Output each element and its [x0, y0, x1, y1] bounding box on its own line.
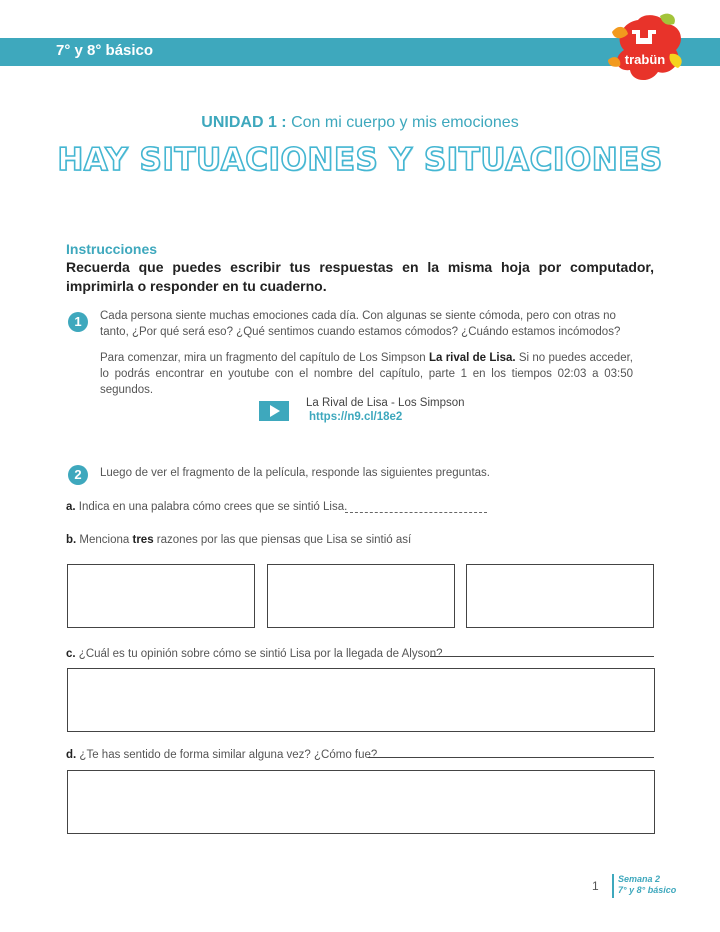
- footer-week: [618, 874, 676, 896]
- question-c-text: ¿Cuál es tu opinión sobre cómo se sintió Lisa por la llegada de Alyson?: [75, 648, 443, 660]
- question-d-label: d.: [66, 749, 77, 761]
- question-d-text: ¿Te has sentido de forma similar alguna vez? ¿Cómo fue?: [76, 749, 378, 761]
- unit-name: Con mi cuerpo y mis emociones: [291, 114, 519, 131]
- question-b-bold: tres: [132, 534, 154, 546]
- unit-prefix: UNIDAD 1: [201, 114, 277, 131]
- question-a: [66, 501, 347, 513]
- answer-b-box-3[interactable]: [466, 564, 654, 628]
- instructions-heading: Instrucciones: [66, 241, 158, 257]
- answer-c-top-line: [430, 656, 654, 657]
- question-b-text-a: Menciona: [76, 534, 133, 546]
- step-1-paragraph-2: [100, 350, 633, 398]
- step-2-intro: Luego de ver el fragmento de la película, responde las siguientes preguntas.: [100, 467, 490, 479]
- play-icon[interactable]: [259, 401, 289, 421]
- footer-week-label: Semana 2: [618, 874, 661, 884]
- unit-separator: :: [276, 114, 292, 131]
- answer-a-line[interactable]: [345, 512, 487, 513]
- page-title: HAY SITUACIONES Y SITUACIONES: [57, 142, 663, 178]
- video-title: La Rival de Lisa - Los Simpson: [306, 397, 465, 409]
- logo-text: trabün: [624, 52, 666, 67]
- answer-c-box[interactable]: [67, 668, 655, 732]
- trabun-logo: [604, 10, 686, 86]
- page-number: 1: [592, 879, 599, 893]
- instructions-body: Recuerda que puedes escribir tus respuestas en la misma hoja por computador, imprimirla o responder en tu cuaderno.: [66, 259, 654, 294]
- answer-b-box-1[interactable]: [67, 564, 255, 628]
- video-link[interactable]: https://n9.cl/18e2: [309, 411, 403, 423]
- episode-name: La rival de Lisa.: [428, 352, 516, 364]
- para2-text-a: Para comenzar, mira un fragmento del capítulo de Los Simpson: [100, 352, 429, 364]
- question-b-label: b.: [66, 534, 77, 546]
- answer-b-box-2[interactable]: [267, 564, 455, 628]
- header-grade: 7° y 8° básico: [56, 42, 154, 59]
- question-d: [66, 749, 377, 761]
- para2-text-b: Si no puedes acceder, lo podrás encontrar en youtube con el nombre del capítulo, parte 1 en los tiempos 02:03 a 03:50 segundos.: [100, 352, 633, 396]
- unit-line: [0, 114, 720, 132]
- question-c-label: c.: [66, 648, 76, 660]
- question-b-text-b: razones por las que piensas que Lisa se sintió así: [153, 534, 412, 546]
- step-1-paragraph-1: Cada persona siente muchas emociones cada día. Con algunas se siente cómoda, pero con otras no tanto, ¿Por qué será eso? ¿Qué sentimos cuando estamos cómodos? ¿Cuándo estamos incómodos?: [100, 310, 621, 338]
- answer-d-top-line: [368, 757, 654, 758]
- footer-grade-label: 7° y 8° básico: [618, 885, 677, 895]
- step-2-badge: 2: [68, 465, 88, 485]
- question-a-label: a.: [66, 501, 76, 513]
- question-c: [66, 648, 443, 660]
- footer-divider: [612, 874, 614, 898]
- question-b: [66, 534, 411, 546]
- question-a-text: Indica en una palabra cómo crees que se sintió Lisa.: [75, 501, 348, 513]
- answer-d-box[interactable]: [67, 770, 655, 834]
- step-1-badge: 1: [68, 312, 88, 332]
